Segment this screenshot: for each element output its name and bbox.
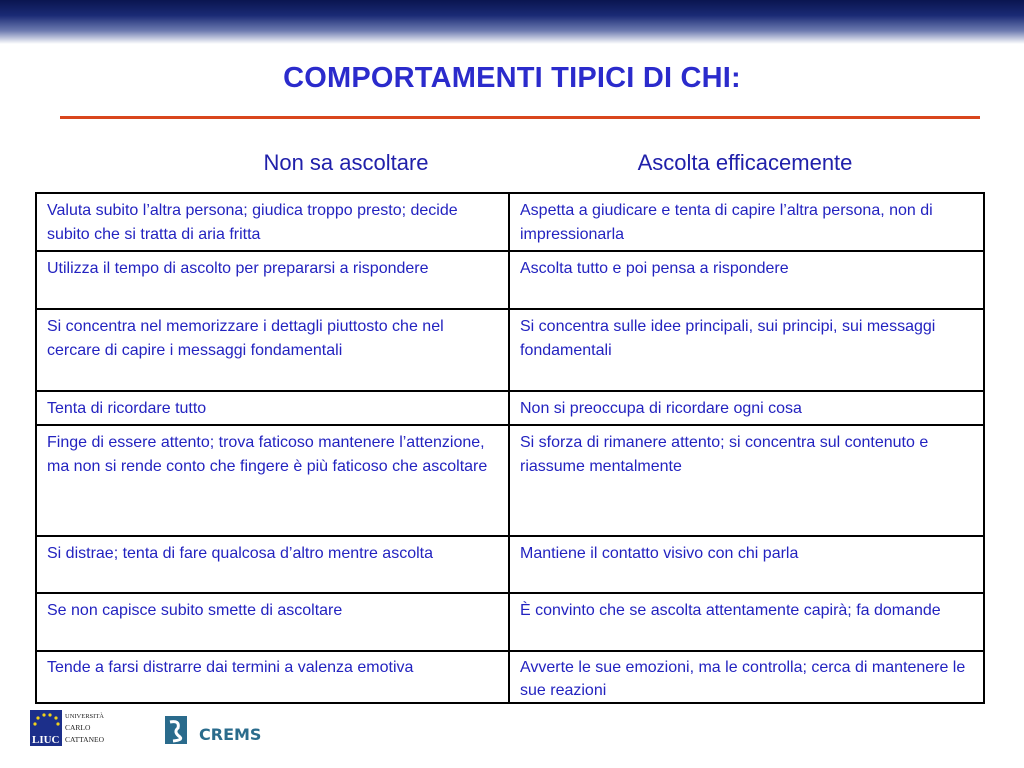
top-gradient-band: [0, 0, 1024, 44]
table-cell-left: Si concentra nel memorizzare i dettagli piuttosto che nel cercare di capire i messaggi fondamentali: [36, 309, 509, 391]
table-cell-right: Si concentra sulle idee principali, sui principi, sui messaggi fondamentali: [509, 309, 984, 391]
svg-text:LIUC: LIUC: [32, 734, 60, 746]
table-cell-left: Se non capisce subito smette di ascoltare: [36, 593, 509, 651]
svg-text:UNIVERSITÀ: UNIVERSITÀ: [65, 713, 104, 720]
table-cell-left: Valuta subito l’altra persona; giudica troppo presto; decide subito che si tratta di aria fritta: [36, 193, 509, 251]
table-row: [36, 391, 984, 425]
table-cell-right: Si sforza di rimanere attento; si concentra sul contenuto e riassume mentalmente: [509, 425, 984, 536]
table-cell-right: Non si preoccupa di ricordare ogni cosa: [509, 391, 984, 425]
table-row: [36, 651, 984, 703]
comparison-table: [35, 192, 985, 704]
footer-logos: [0, 700, 1024, 768]
table-cell-right: Avverte le sue emozioni, ma le controlla; cerca di mantenere le sue reazioni: [509, 651, 984, 703]
table-cell-left: Tenta di ricordare tutto: [36, 391, 509, 425]
column-header-non-sa-ascoltare: Non sa ascoltare: [263, 150, 429, 175]
table-row: [36, 193, 984, 251]
svg-text:CARLO: CARLO: [65, 723, 91, 732]
title-underline: [60, 116, 980, 119]
table-row: [36, 425, 984, 536]
table-row: [36, 593, 984, 651]
table-cell-right: Aspetta a giudicare e tenta di capire l’altra persona, non di impressionarla: [509, 193, 984, 251]
table-cell-right: Ascolta tutto e poi pensa a rispondere: [509, 251, 984, 309]
table-cell-right: È convinto che se ascolta attentamente capirà; fa domande: [509, 593, 984, 651]
crems-logo: [165, 712, 275, 748]
liuc-logo: [30, 708, 120, 748]
column-header-ascolta-efficacemente: Ascolta efficacemente: [637, 150, 853, 175]
table-row: [36, 251, 984, 309]
table-cell-right: Mantiene il contatto visivo con chi parla: [509, 536, 984, 593]
table-row: [36, 309, 984, 391]
table-cell-left: Finge di essere attento; trova faticoso mantenere l’attenzione, ma non si rende conto che fingere è più faticoso che ascoltare: [36, 425, 509, 536]
table-cell-left: Tende a farsi distrarre dai termini a valenza emotiva: [36, 651, 509, 703]
table-cell-left: Utilizza il tempo di ascolto per prepararsi a rispondere: [36, 251, 509, 309]
svg-text:CATTANEO: CATTANEO: [65, 735, 104, 744]
svg-text:CREMS: CREMS: [199, 725, 262, 744]
table-cell-left: Si distrae; tenta di fare qualcosa d’altro mentre ascolta: [36, 536, 509, 593]
table-row: [36, 536, 984, 593]
slide-title: COMPORTAMENTI TIPICI DI CHI:: [283, 62, 741, 94]
